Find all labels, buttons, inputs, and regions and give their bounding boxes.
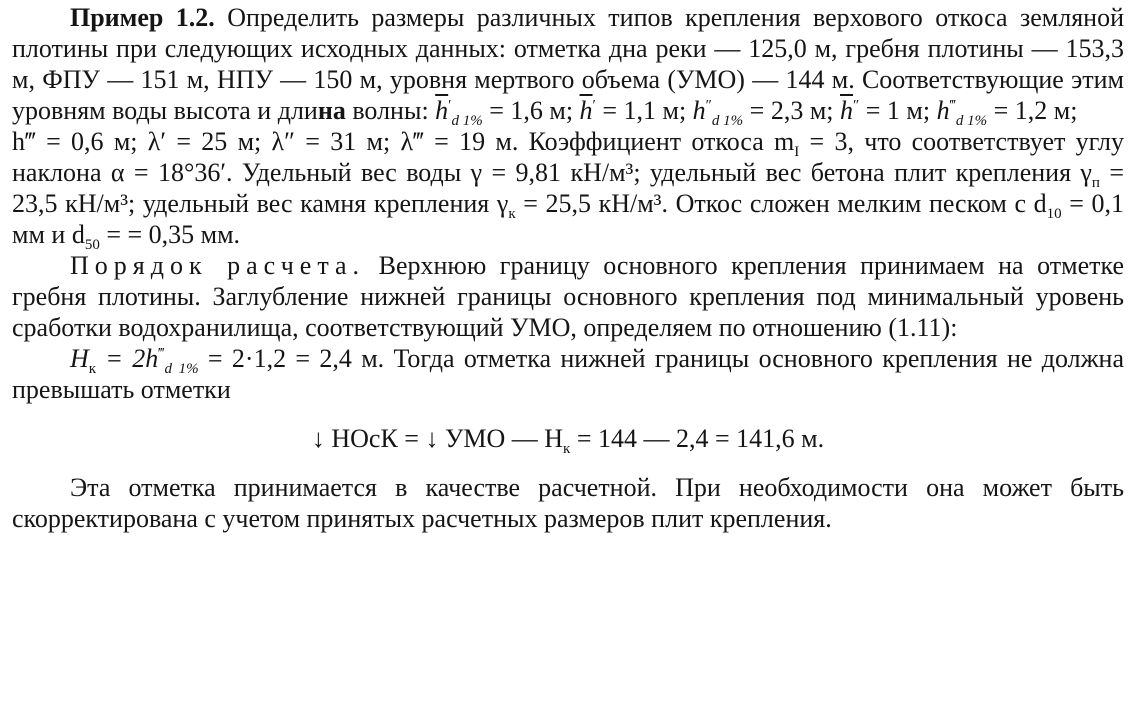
wave-h3-prime: ″ (705, 97, 712, 114)
wave-h5-prime: ‴ (949, 97, 956, 114)
formula2-text-a: ↓ НОсК = ↓ УМО — H (311, 424, 564, 453)
formula1-mid-sub: d 1% (164, 361, 199, 378)
example-text-2: волны: (345, 96, 436, 125)
wave-h2-value: = 1,1 м; (595, 96, 693, 125)
wave-h1-symbol: $\overline{h}$ (435, 96, 449, 125)
procedure-paragraph (12, 250, 1124, 343)
d50-subscript: 50 (84, 237, 100, 254)
example-text-bold: на (317, 96, 346, 125)
d10-subscript: 10 (1046, 206, 1062, 223)
wave-h3-symbol: h (692, 96, 706, 125)
example-text-8: = = 0,35 мм. (99, 220, 241, 249)
example-title: Пример 1.2. (70, 3, 215, 32)
formula2-line (12, 423, 1124, 458)
wave-h4-value: = 1 м; (859, 96, 937, 125)
formula1-mid: = 2h (96, 344, 159, 373)
formula1-mid-sup: ‴ (158, 345, 165, 362)
wave-h2-symbol: $\overline{h}$ (579, 96, 593, 125)
wave-h3-value: = 2,3 м; (743, 96, 841, 125)
wave-h5-symbol: h (936, 96, 950, 125)
example-text-3: h‴ = 0,6 м; λ′ = 25 м; λ″ = 31 м; λ‴ = 19 м. Коэффициент откоса m (12, 127, 795, 156)
wave-h4-prime: ″ (853, 97, 860, 114)
wave-h5-sub: d 1% (955, 113, 988, 130)
example-text-5: = 23,5 кН/м³; удельный вес камня крепления γ (12, 158, 1124, 218)
procedure-text: Верхнюю границу основного крепления принимаем на отметке гребня плотины. Заглубление нижней границы основного крепления под минимальный уровень сработки водохранилища, соответствующий УМО, определяем по отношению (1.11): (12, 251, 1124, 342)
wave-h3-sub: d 1% (711, 113, 744, 130)
procedure-heading: Порядок расчета. (70, 251, 366, 280)
closing-paragraph: Эта отметка принимается в качестве расчетной. При необходимости она может быть скорректирована с учетом принятых расчетных размеров плит крепления. (12, 473, 1124, 533)
formula1-rhs: = 2·1,2 = 2,4 м. Тогда отметка нижней границы основного крепления не должна превышать отметки (12, 344, 1124, 404)
formula1-paragraph (12, 343, 1124, 405)
gamma-k-subscript: к (508, 206, 516, 223)
example-text-4: = 3, что соответствует углу наклона α = 18°36′. Удельный вес воды γ = 9,81 кН/м³; удельный вес бетона плит крепления γ (12, 127, 1124, 187)
formula2-sub: к (563, 441, 571, 458)
wave-h2-prime: ′ (592, 97, 596, 114)
wave-h4-symbol: $\overline{h}$ (840, 96, 854, 125)
example-paragraph (12, 2, 1125, 254)
example-text-1: Определить размеры различных типов крепления верхового откоса земляной плотины при следующих исходных данных: отметка дна реки — 125,0 м, гребня плотины — 153,3 м, ФПУ — 151 м, НПУ — 150 м, уровня мертвого объема (УМО) — 144 м. Соответствующие этим уровням воды высота и дли (12, 3, 1125, 125)
m-subscript: I (794, 144, 800, 161)
formula1-lhs: H (70, 344, 89, 373)
example-text-6: = 25,5 кН/м³. Откос сложен мелким песком с d (515, 189, 1047, 218)
gamma-p-subscript: п (1091, 175, 1100, 192)
example-text-7: = 0,1 мм и d (12, 189, 1124, 249)
document-page (12, 2, 1124, 534)
formula2-text-b: = 144 — 2,4 = 141,6 м. (570, 424, 825, 453)
wave-h5-value: = 1,2 м; (987, 96, 1078, 125)
formula1-lhs-sub: к (88, 361, 97, 378)
wave-h1-sub: d 1% (451, 113, 483, 130)
wave-h1-prime: ′ (448, 97, 452, 114)
wave-h1-value: = 1,6 м; (482, 96, 580, 125)
